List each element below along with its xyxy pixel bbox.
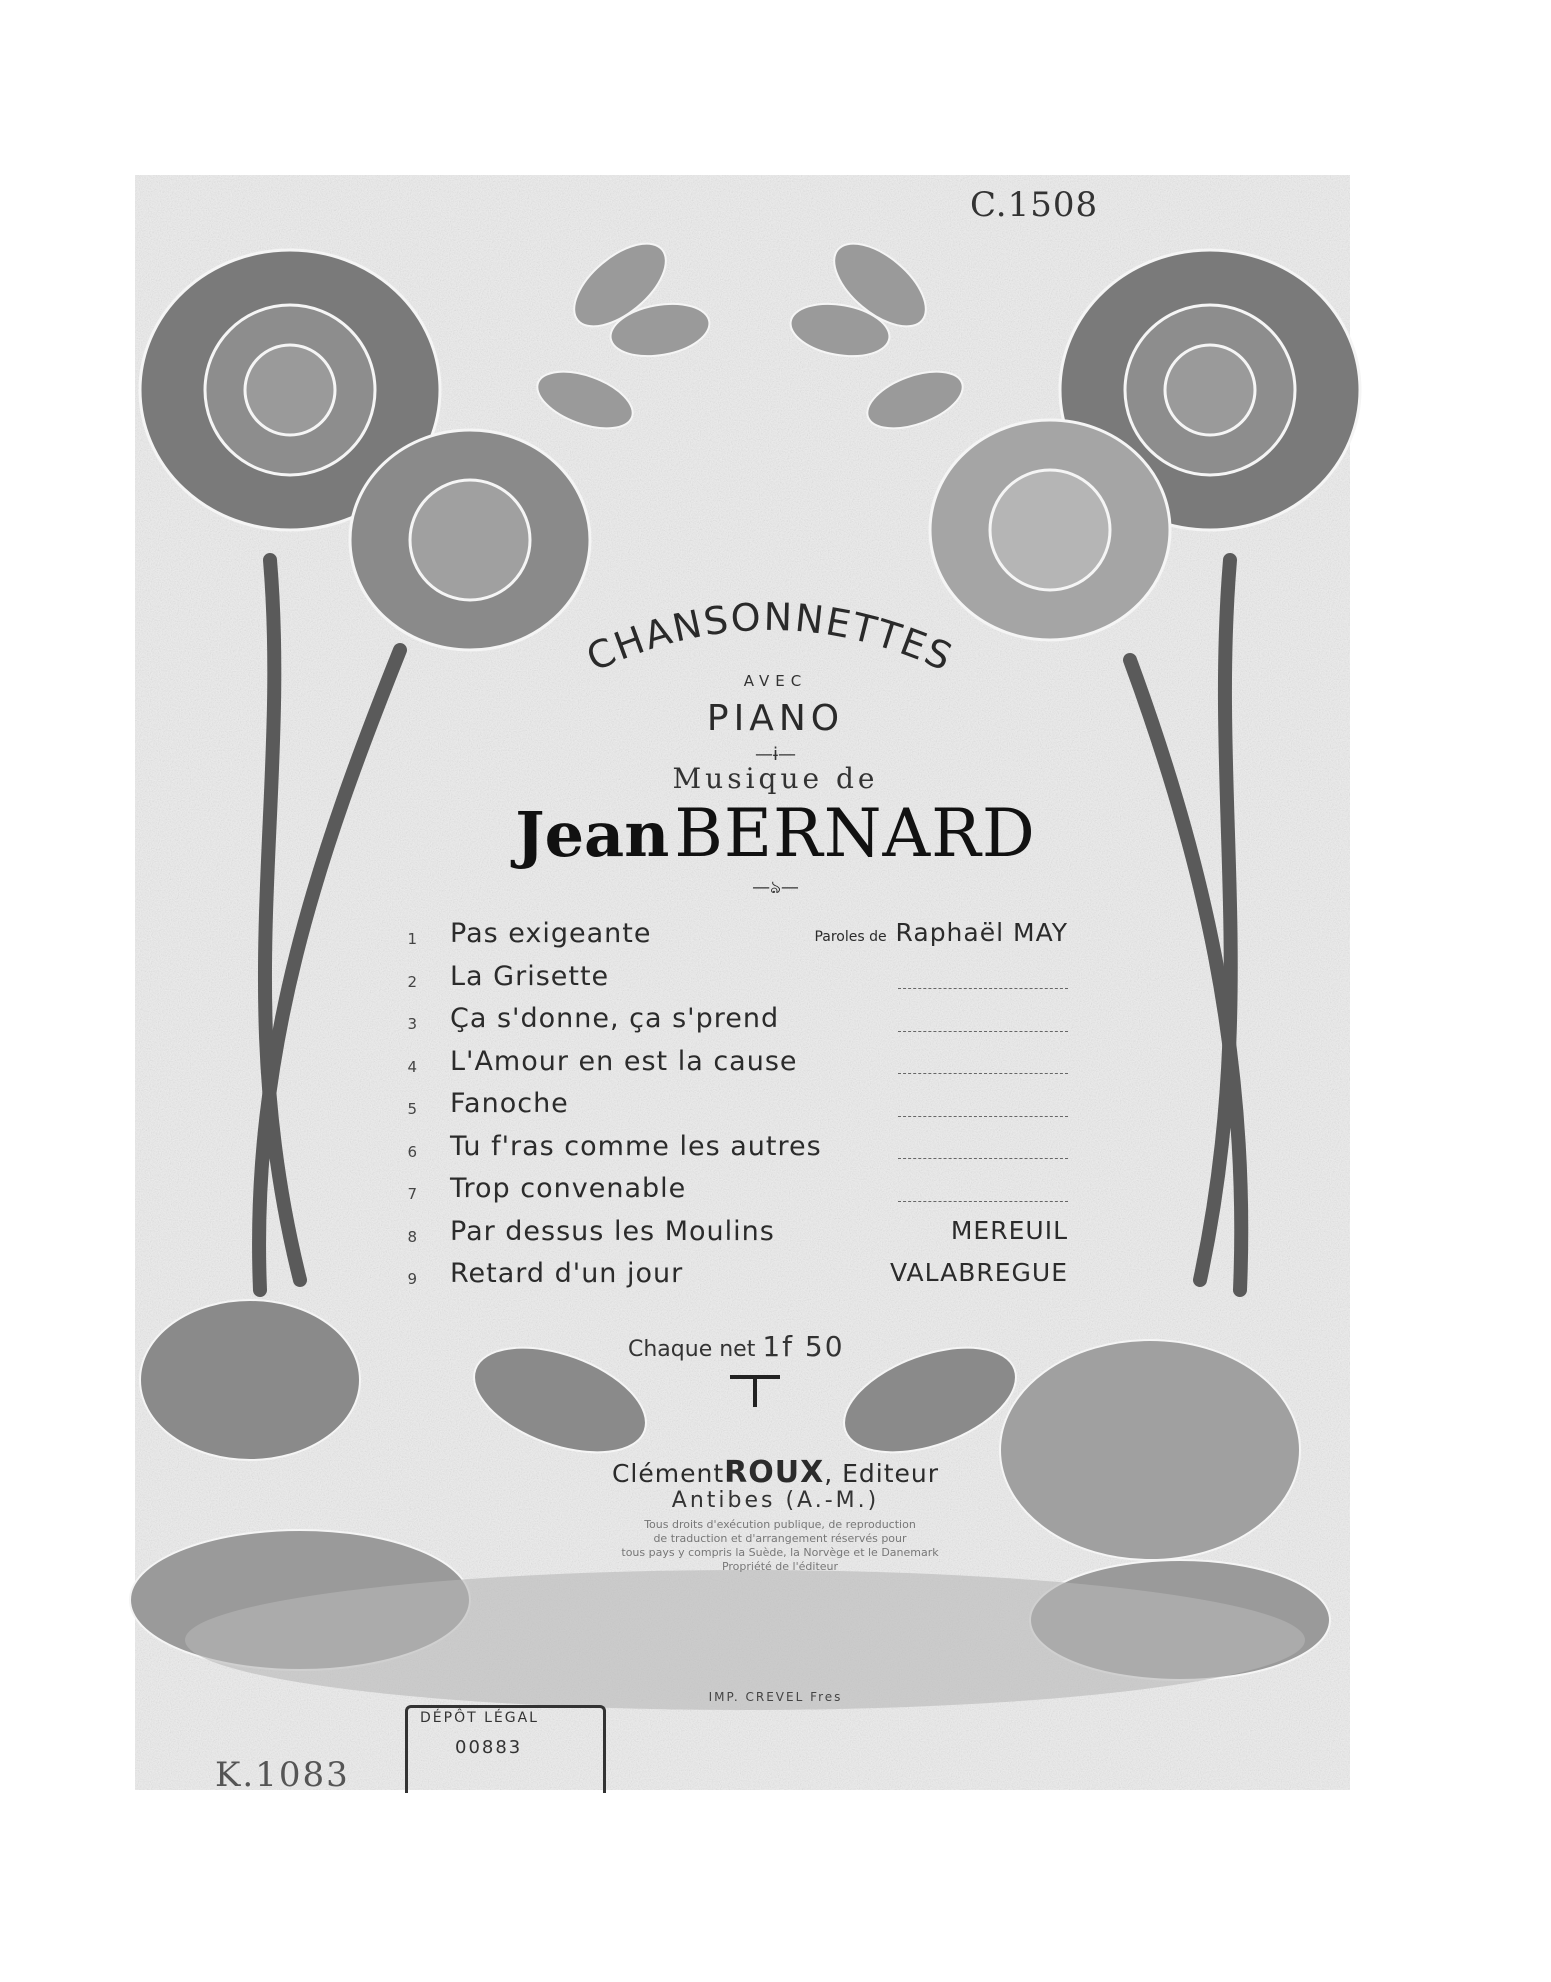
lyricist-credit: MEREUIL [950, 1215, 1068, 1245]
fleuron-icon [725, 1372, 785, 1412]
song-item [388, 1131, 1068, 1174]
rights-notice [500, 1518, 1060, 1574]
dotted-leader [898, 1031, 1068, 1032]
dotted-leader [898, 1073, 1068, 1074]
dotted-leader [898, 988, 1068, 989]
song-item [388, 1216, 1068, 1259]
rights-line: tous pays y compris la Suède, la Norvège et le Danemark [621, 1546, 939, 1559]
song-title: Pas exigeante [450, 918, 652, 949]
lyricist-credit: VALABREGUE [890, 1258, 1068, 1287]
price-label [628, 1330, 845, 1363]
song-number: 2 [407, 972, 418, 991]
song-title: Par dessus les Moulins [450, 1215, 775, 1247]
leaves-top-icon [530, 228, 970, 439]
song-item [388, 961, 1068, 1004]
instrument-label: PIANO [706, 698, 845, 739]
price-amount: 1f 50 [762, 1330, 845, 1363]
ornament-separator: —ɨ— [754, 744, 796, 765]
song-title: La Grisette [450, 960, 610, 992]
song-title: Retard d'un jour [450, 1258, 684, 1289]
composer-last: BERNARD [674, 795, 1036, 872]
song-number: 3 [407, 1015, 418, 1033]
song-number: 9 [407, 1270, 418, 1288]
stamp-number: 00883 [455, 1737, 523, 1758]
lyricist-credit [814, 918, 1068, 947]
shelf-mark: K.1083 [215, 1755, 350, 1795]
song-number: 7 [407, 1185, 418, 1203]
song-number: 5 [407, 1100, 418, 1118]
song-item [388, 918, 1068, 961]
publisher-line [0, 1455, 1551, 1490]
publisher-name: ROUX [724, 1455, 825, 1490]
song-title: Ça s'donne, ça s'prend [450, 1003, 780, 1034]
song-item [388, 1046, 1068, 1089]
song-title: Tu f'ras comme les autres [450, 1130, 822, 1162]
song-number: 4 [407, 1057, 418, 1076]
printer-imprint: IMP. CREVEL Fres [708, 1690, 843, 1704]
publisher-city: Antibes (A.-M.) [671, 1488, 880, 1513]
avec-label: AVEC [743, 672, 808, 690]
dotted-leader [898, 1158, 1068, 1159]
song-number: 1 [407, 930, 418, 948]
credit-name: Raphaël MAY [895, 918, 1068, 947]
song-list [388, 918, 1068, 1301]
publisher-role: , Editeur [824, 1459, 940, 1488]
song-item [388, 1003, 1068, 1046]
stamp-label: DÉPÔT LÉGAL [420, 1710, 539, 1726]
rights-line: Tous droits d'exécution publique, de reproduction [644, 1518, 916, 1531]
credit-prefix: Paroles de [814, 929, 887, 945]
dotted-leader [898, 1116, 1068, 1117]
song-item [388, 1173, 1068, 1216]
song-item [388, 1088, 1068, 1131]
song-item [388, 1258, 1068, 1301]
song-number: 6 [407, 1142, 418, 1161]
publisher-first: Clément [611, 1459, 725, 1488]
ornament-separator: —ঌ— [752, 877, 799, 898]
composer-first: Jean [515, 798, 670, 871]
song-number: 8 [407, 1227, 418, 1246]
svg-text:CHANSONNETTES [580, 595, 960, 680]
song-title: Trop convenable [450, 1173, 687, 1204]
song-title: L'Amour en est la cause [450, 1045, 798, 1077]
title-text: CHANSONNETTES [580, 594, 961, 681]
dotted-leader [898, 1201, 1068, 1202]
song-title: Fanoche [450, 1088, 569, 1119]
catalog-number: C.1508 [970, 185, 1099, 225]
rights-line: de traduction et d'arrangement réservés pour [653, 1532, 907, 1545]
ground-mist [185, 1570, 1305, 1710]
rights-line: Propriété de l'éditeur [721, 1560, 839, 1573]
composer-name [0, 795, 1551, 872]
price-prefix: Chaque net [628, 1337, 756, 1362]
music-by-label: Musique de [672, 762, 879, 795]
